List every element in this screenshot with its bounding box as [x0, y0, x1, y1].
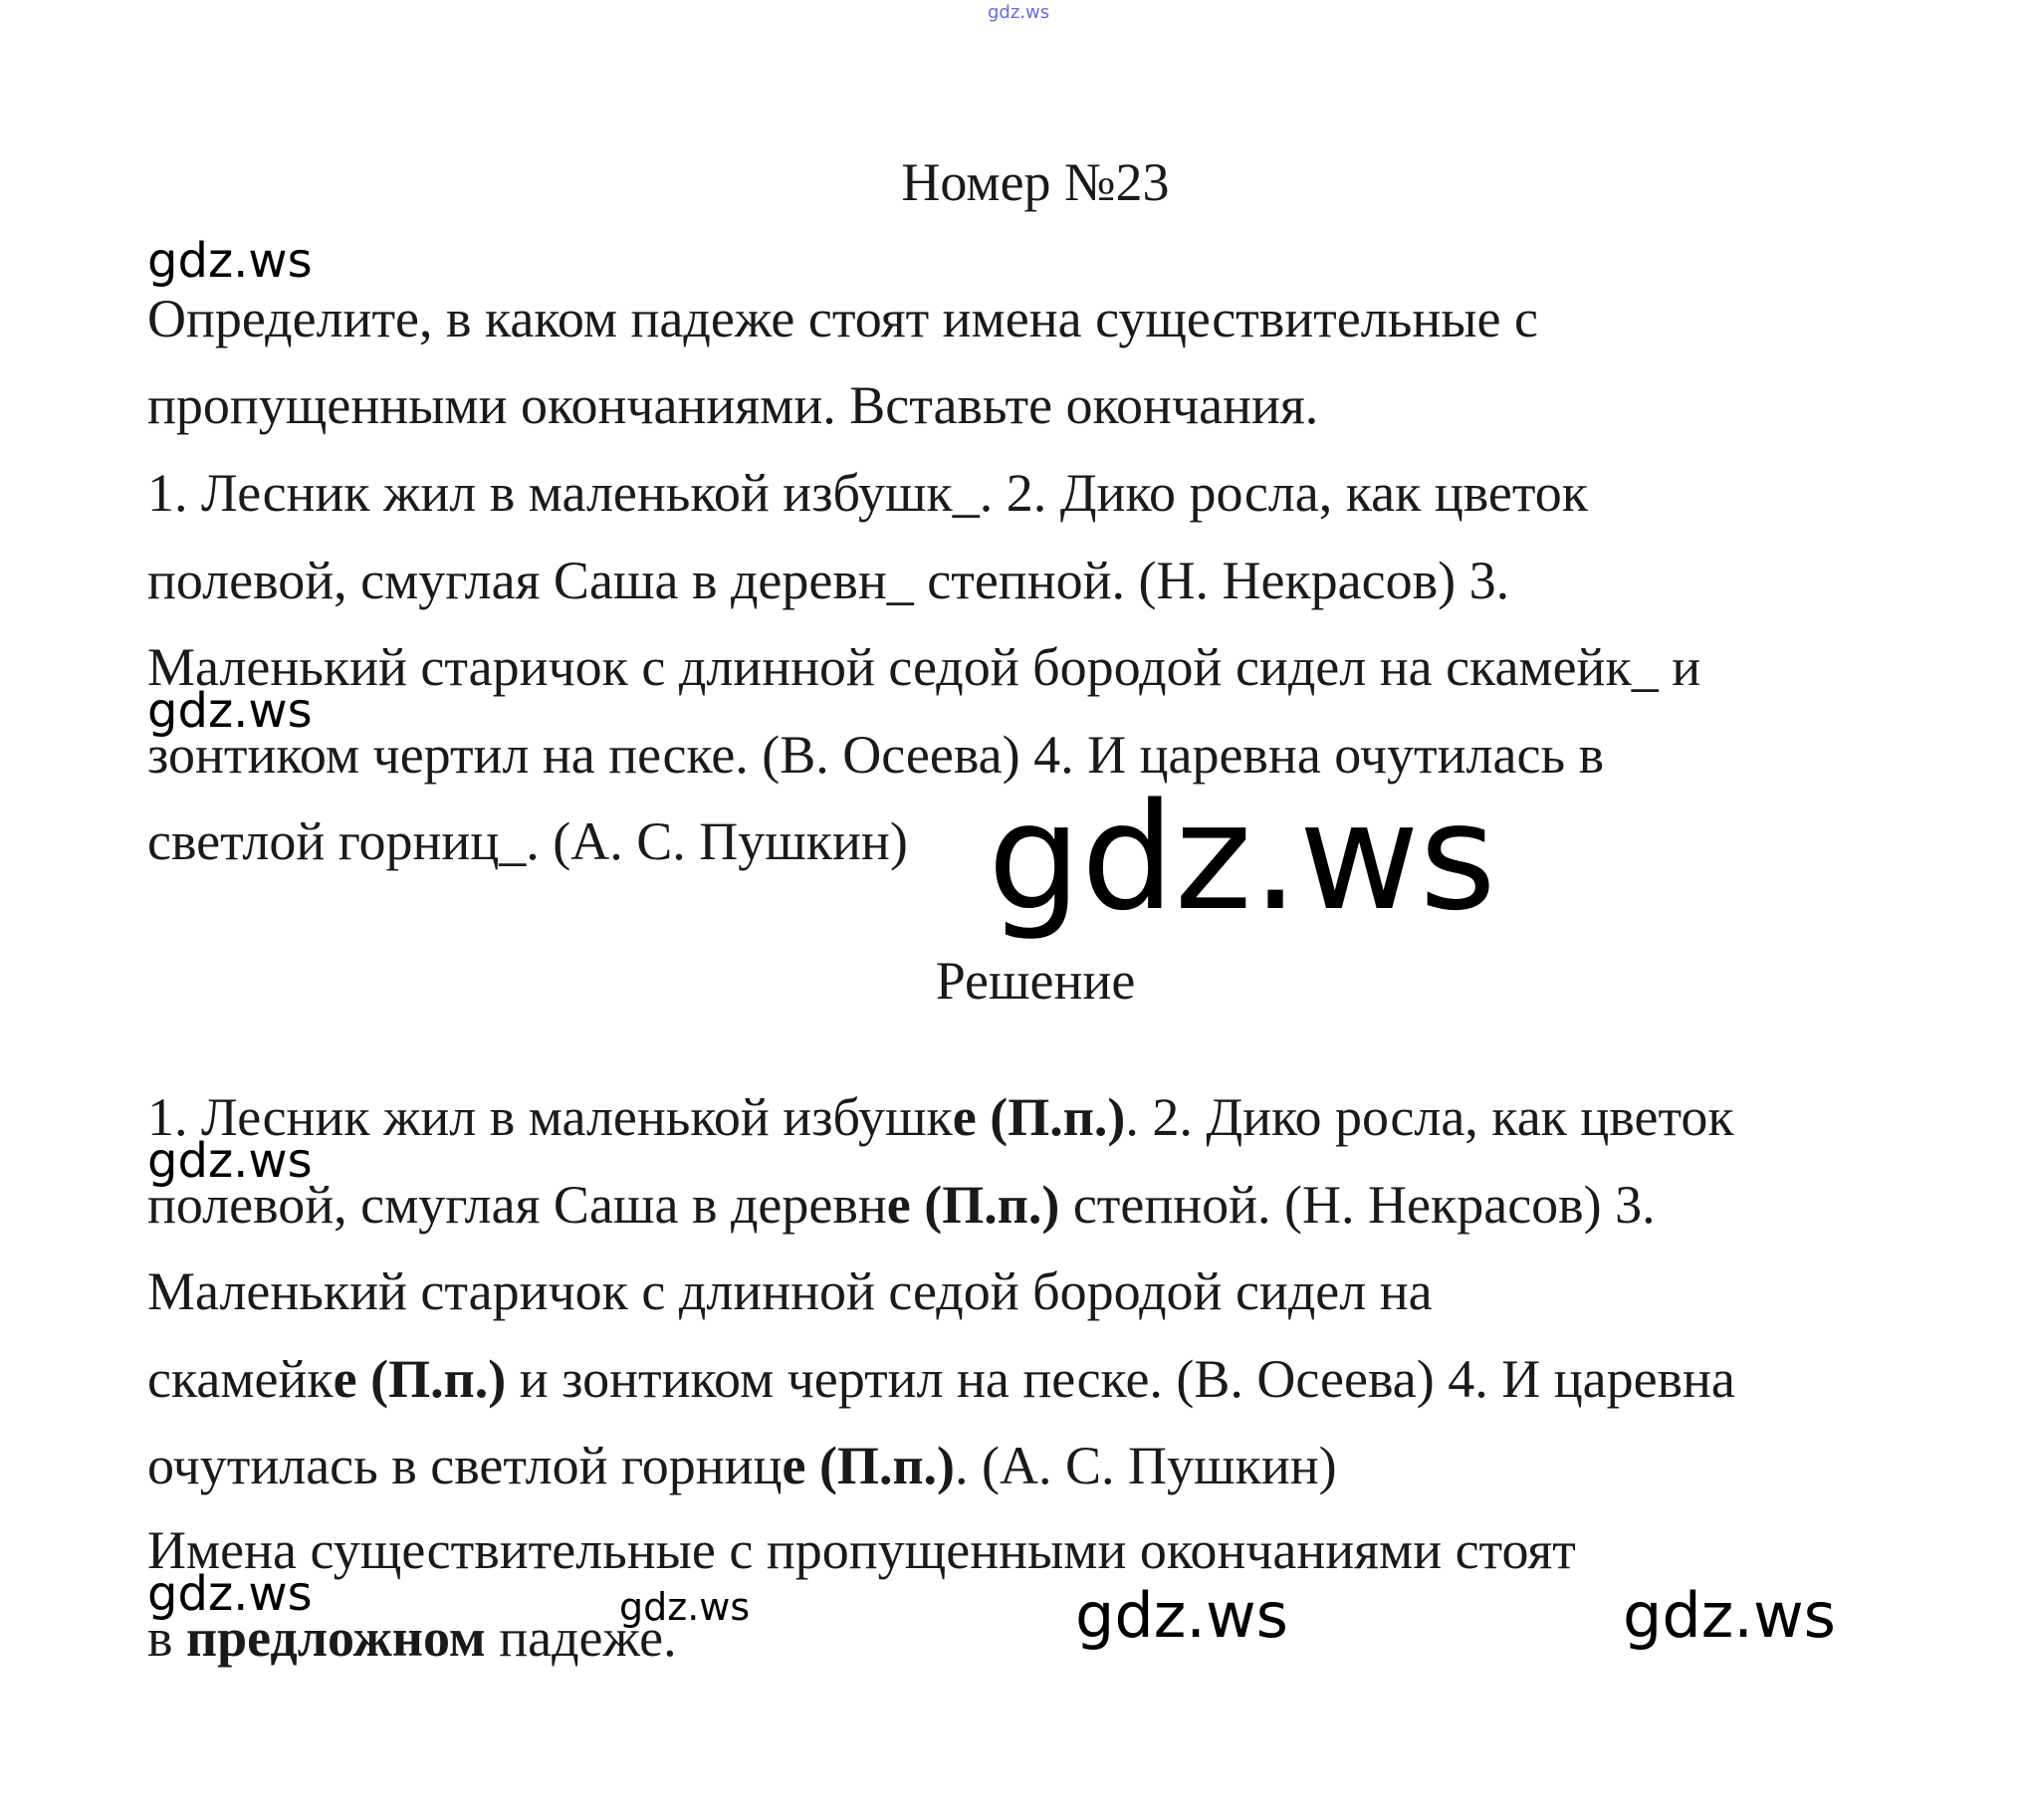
solution-line-4 [147, 1349, 1735, 1409]
answer-bold: е (П.п.) [782, 1436, 956, 1495]
exercise-line-5: светлой горниц_. (А. С. Пушкин) [147, 811, 908, 871]
solution-text: в [147, 1608, 186, 1668]
answer-bold: е (П.п.) [333, 1349, 507, 1409]
watermark: gdz.ws [147, 1133, 313, 1189]
exercise-line-3: Маленький старичок с длинной седой бородой сидел на скамейк_ и [147, 637, 1701, 697]
watermark: gdz.ws [1075, 1579, 1288, 1652]
answer-bold: предложном [186, 1608, 486, 1668]
answer-bold: е (П.п.) [952, 1087, 1126, 1147]
task-line-1: Определите, в каком падеже стоят имена существительные с [147, 289, 1538, 348]
watermark-top: gdz.ws [988, 2, 1050, 23]
solution-text: . (А. С. Пушкин) [955, 1436, 1337, 1495]
solution-text: 1. Лесник жил в маленькой избушк [147, 1087, 953, 1147]
solution-text: очутилась в светлой горниц [147, 1436, 783, 1495]
exercise-line-1: 1. Лесник жил в маленькой избушк_. 2. Дико росла, как цветок [147, 463, 1589, 523]
watermark: gdz.ws [147, 233, 313, 289]
answer-bold: е (П.п.) [886, 1175, 1060, 1235]
watermark: gdz.ws [147, 683, 313, 739]
conclusion-line-2 [147, 1608, 677, 1668]
exercise-line-2: полевой, смуглая Саша в деревн_ степной. (Н. Некрасов) 3. [147, 551, 1510, 610]
solution-line-5 [147, 1436, 1337, 1495]
watermark: gdz.ws [619, 1585, 751, 1629]
solution-text: скамейк [147, 1349, 334, 1409]
watermark: gdz.ws [147, 1566, 313, 1622]
solution-text: и зонтиком чертил на песке. (В. Осеева) 4. И царевна [506, 1349, 1735, 1409]
page-title: Номер №23 [901, 152, 1170, 212]
solution-text: полевой, смуглая Саша в деревн [147, 1175, 887, 1235]
solution-line-1 [147, 1087, 1734, 1147]
solution-text: степной. (Н. Некрасов) 3. [1059, 1175, 1656, 1235]
solution-line-2 [147, 1175, 1656, 1235]
solution-text: падеже. [485, 1608, 677, 1668]
task-line-2: пропущенными окончаниями. Вставьте окончания. [147, 375, 1319, 435]
exercise-line-4: зонтиком чертил на песке. (В. Осеева) 4. И царевна очутилась в [147, 725, 1605, 785]
conclusion-line-1: Имена существительные с пропущенными окончаниями стоят [147, 1520, 1576, 1580]
solution-text: . 2. Дико росла, как цветок [1125, 1087, 1734, 1147]
watermark-large: gdz.ws [988, 772, 1496, 943]
watermark: gdz.ws [1623, 1579, 1836, 1652]
solution-heading: Решение [935, 951, 1136, 1011]
solution-line-3: Маленький старичок с длинной седой бородой сидел на [147, 1261, 1433, 1321]
